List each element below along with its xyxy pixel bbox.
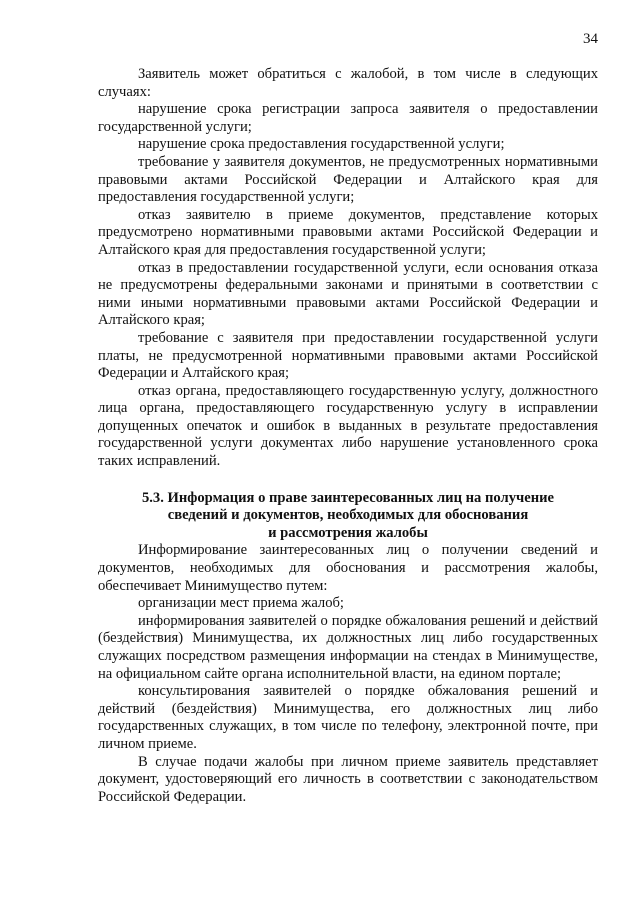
paragraph-item: информирования заявителей о порядке обжалования решений и действий (бездействия) Минимущества, их должностных лиц либо государственных служащих посредством размещения информации на стендах в Минимуществе, на официальном сайте органа исполнительной власти, на едином портале;: [98, 612, 598, 682]
section-heading-line: 5.3. Информация о праве заинтересованных лиц на получение: [141, 489, 554, 506]
page-number: 34: [583, 31, 598, 47]
paragraph-intro: Заявитель может обратиться с жалобой, в том числе в следующих случаях:: [98, 66, 598, 100]
section-heading: [98, 490, 598, 543]
paragraph-intro: Информирование заинтересованных лиц о получении сведений и документов, необходимых для обоснования и рассмотрения жалобы, обеспечивает Минимущество путем:: [98, 542, 598, 594]
document-body: [98, 66, 598, 806]
paragraph-item: отказ заявителю в приеме документов, представление которых предусмотрено нормативными правовыми актами Российской Федерации и Алтайского края для предоставления государственной услуги;: [98, 206, 598, 258]
paragraph-item: требование с заявителя при предоставлении государственной услуги платы, не предусмотренной нормативными правовыми актами Российской Федерации и Алтайского края;: [98, 329, 598, 382]
paragraph-item: нарушение срока предоставления государственной услуги;: [138, 136, 505, 153]
paragraph-item: консультирования заявителей о порядке обжалования решений и действий (бездействия) Минимущества, его должностных лиц либо государственных служащих, в том числе по телефону, электронной почте, при личном приеме.: [98, 683, 598, 752]
paragraph-item: В случае подачи жалобы при личном приеме заявитель представляет документ, удостоверяющий его личность в соответствии с законодательством Российской Федерации.: [98, 753, 598, 805]
paragraph-item: нарушение срока регистрации запроса заявителя о предоставлении государственной услуги;: [98, 101, 598, 135]
section-heading-line: и рассмотрения жалобы: [268, 524, 428, 541]
paragraph-item: отказ органа, предоставляющего государственную услугу, должностного лица органа, предоставляющего государственную услугу в исправлении допущенных опечаток и ошибок в выданных в результате предоставления государственной услуги документах либо нарушение установленного срока таких исправлений.: [98, 382, 598, 470]
paragraph-item: отказ в предоставлении государственной услуги, если основания отказа не предусмотрены федеральными законами и принятыми в соответствии с ними иными нормативными правовыми актами Российской Федерации и Алтайского края;: [98, 259, 598, 329]
section-heading-line: сведений и документов, необходимых для обоснования: [167, 507, 529, 524]
paragraph-item: требование у заявителя документов, не предусмотренных нормативными правовыми актами Российской Федерации и Алтайского края для предоставления государственной услуги;: [98, 153, 598, 206]
paragraph-item: организации мест приема жалоб;: [138, 595, 344, 612]
